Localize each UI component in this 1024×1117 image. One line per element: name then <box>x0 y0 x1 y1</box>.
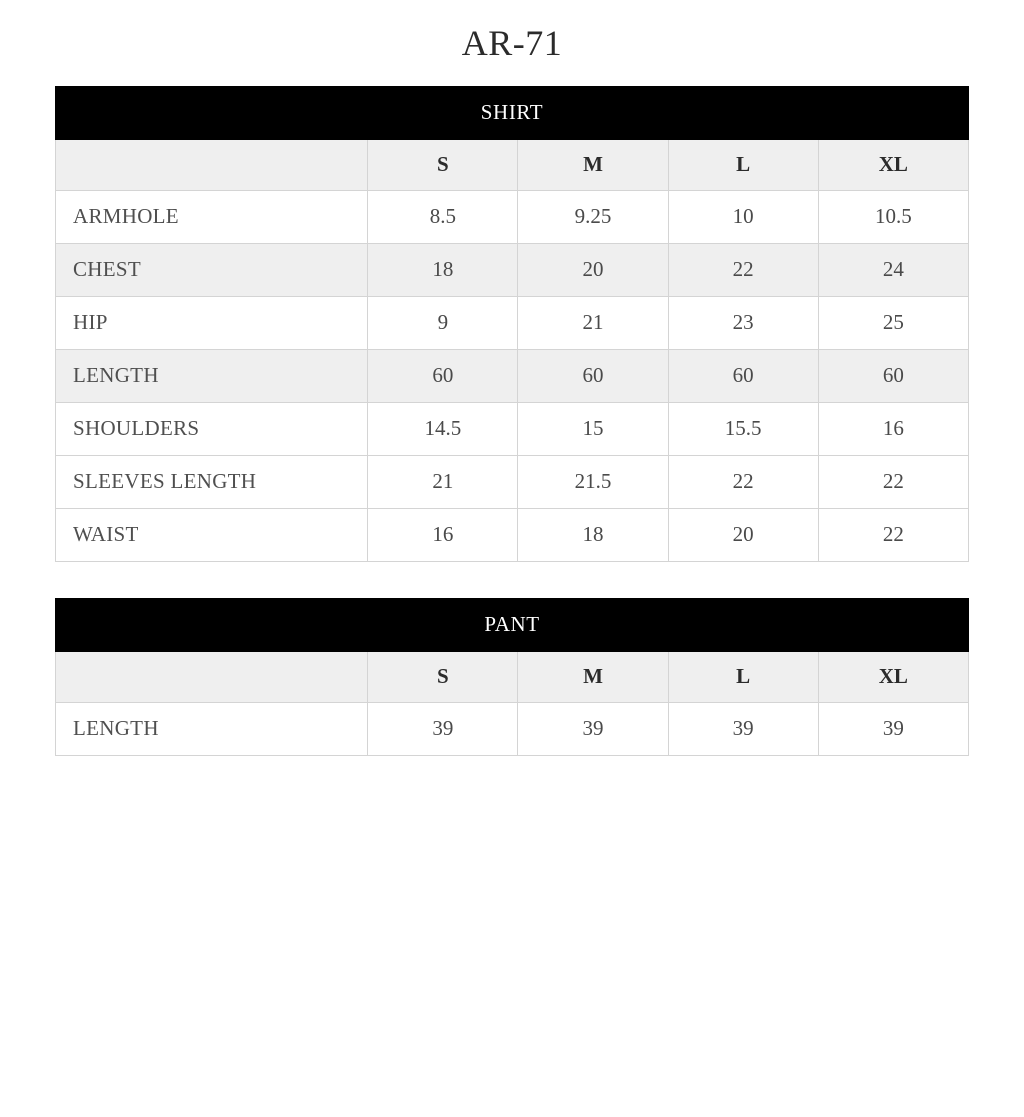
cell-hip-s: 9 <box>368 297 518 350</box>
row-label-sleeves-length: SLEEVES LENGTH <box>56 456 368 509</box>
row-label-hip: HIP <box>56 297 368 350</box>
cell-waist-s: 16 <box>368 509 518 562</box>
pant-header-xl: XL <box>818 652 968 703</box>
pant-header-row <box>56 652 969 703</box>
pant-header-corner <box>56 652 368 703</box>
pant-size-table <box>55 598 969 756</box>
row-label-pant-length: LENGTH <box>56 703 368 756</box>
cell-waist-l: 20 <box>668 509 818 562</box>
cell-shoulders-m: 15 <box>518 403 668 456</box>
pant-header-m: M <box>518 652 668 703</box>
cell-shoulders-xl: 16 <box>818 403 968 456</box>
cell-hip-m: 21 <box>518 297 668 350</box>
shirt-header-l: L <box>668 140 818 191</box>
cell-pant-length-m: 39 <box>518 703 668 756</box>
shirt-header-m: M <box>518 140 668 191</box>
shirt-band-row <box>56 87 969 140</box>
table-row <box>56 509 969 562</box>
pant-band-row <box>56 599 969 652</box>
row-label-waist: WAIST <box>56 509 368 562</box>
cell-shoulders-s: 14.5 <box>368 403 518 456</box>
table-row <box>56 403 969 456</box>
cell-waist-m: 18 <box>518 509 668 562</box>
cell-armhole-l: 10 <box>668 191 818 244</box>
shirt-band-label: SHIRT <box>56 87 969 140</box>
pant-header-s: S <box>368 652 518 703</box>
shirt-header-xl: XL <box>818 140 968 191</box>
shirt-header-row <box>56 140 969 191</box>
cell-chest-xl: 24 <box>818 244 968 297</box>
cell-sleeves-length-s: 21 <box>368 456 518 509</box>
table-gap <box>0 562 1024 598</box>
row-label-length: LENGTH <box>56 350 368 403</box>
cell-armhole-s: 8.5 <box>368 191 518 244</box>
pant-table-container <box>55 598 969 756</box>
shirt-table-container <box>55 86 969 562</box>
cell-length-s: 60 <box>368 350 518 403</box>
cell-shoulders-l: 15.5 <box>668 403 818 456</box>
cell-chest-s: 18 <box>368 244 518 297</box>
cell-hip-l: 23 <box>668 297 818 350</box>
pant-header-l: L <box>668 652 818 703</box>
cell-sleeves-length-l: 22 <box>668 456 818 509</box>
table-row <box>56 297 969 350</box>
cell-sleeves-length-xl: 22 <box>818 456 968 509</box>
shirt-header-corner <box>56 140 368 191</box>
cell-pant-length-s: 39 <box>368 703 518 756</box>
cell-length-xl: 60 <box>818 350 968 403</box>
cell-hip-xl: 25 <box>818 297 968 350</box>
cell-armhole-xl: 10.5 <box>818 191 968 244</box>
cell-pant-length-l: 39 <box>668 703 818 756</box>
row-label-armhole: ARMHOLE <box>56 191 368 244</box>
pant-band-label: PANT <box>56 599 969 652</box>
cell-length-l: 60 <box>668 350 818 403</box>
row-label-shoulders: SHOULDERS <box>56 403 368 456</box>
cell-chest-l: 22 <box>668 244 818 297</box>
table-row <box>56 244 969 297</box>
table-row <box>56 191 969 244</box>
cell-length-m: 60 <box>518 350 668 403</box>
row-label-chest: CHEST <box>56 244 368 297</box>
shirt-size-table <box>55 86 969 562</box>
shirt-header-s: S <box>368 140 518 191</box>
page-title: AR-71 <box>461 23 563 63</box>
table-row <box>56 703 969 756</box>
cell-armhole-m: 9.25 <box>518 191 668 244</box>
cell-sleeves-length-m: 21.5 <box>518 456 668 509</box>
cell-pant-length-xl: 39 <box>818 703 968 756</box>
cell-chest-m: 20 <box>518 244 668 297</box>
table-row <box>56 456 969 509</box>
cell-waist-xl: 22 <box>818 509 968 562</box>
table-row <box>56 350 969 403</box>
